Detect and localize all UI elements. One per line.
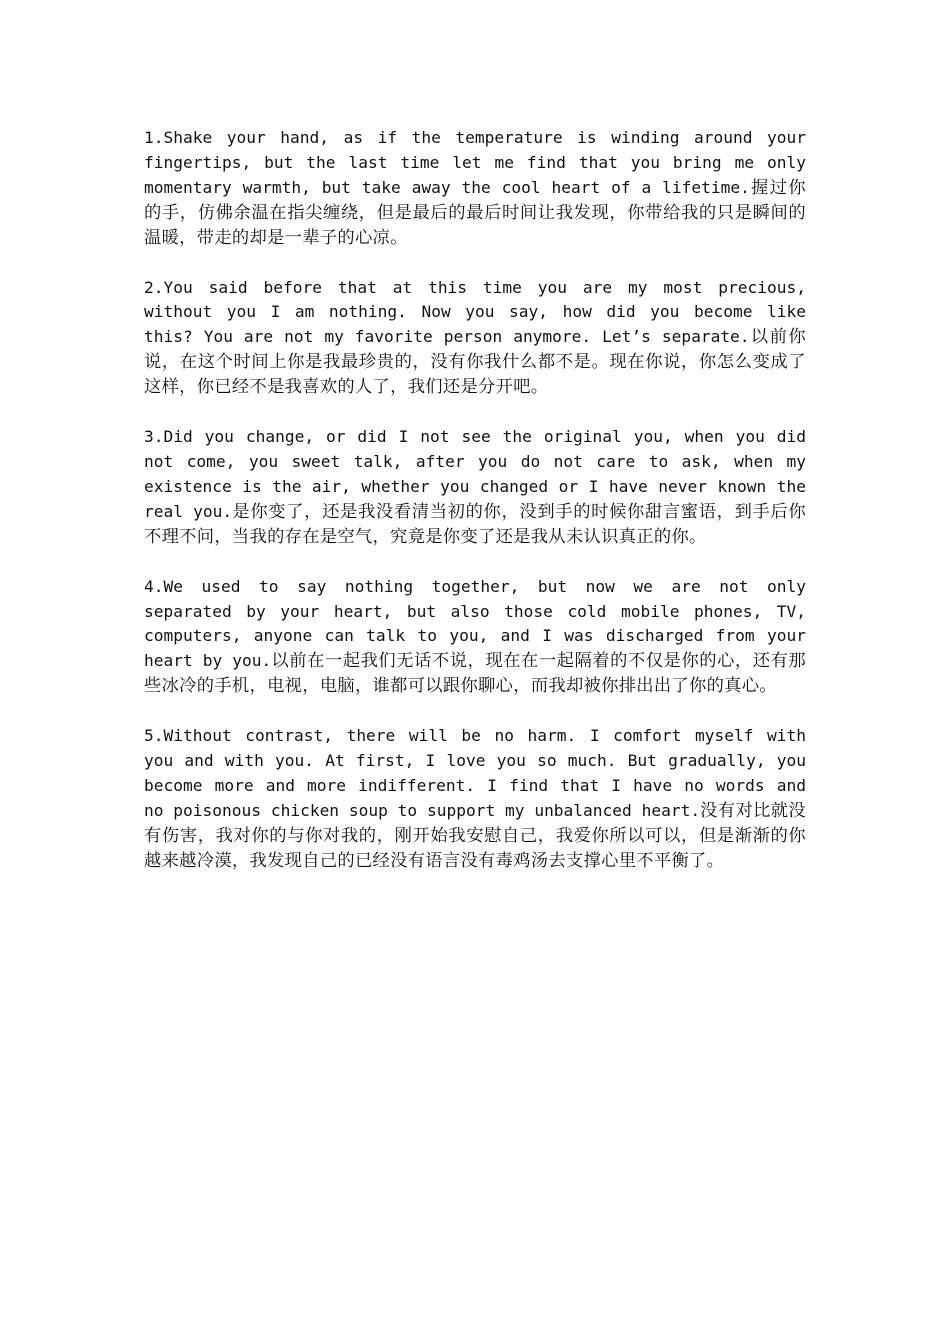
paragraph-3: [144, 425, 806, 550]
paragraph-1: [144, 126, 806, 251]
paragraph-4-chinese: 以前在一起我们无话不说，现在在一起隔着的不仅是你的心，还有那些冰冷的手机，电视，电脑，谁都可以跟你聊心，而我却被你排出出了你的真心。: [144, 651, 806, 697]
paragraph-5-english: 5.Without contrast, there will be no harm. I comfort myself with you and with you. At first, I love you so much. But gradually, you become more and more indifferent. I find that I have no words and no poisonous chicken soup to support my unbalanced heart.: [144, 726, 806, 820]
paragraph-3-english: 3.Did you change, or did I not see the original you, when you did not come, you sweet talk, after you do not care to ask, when my existence is the air, whether you changed or I have never known the real you.: [144, 427, 806, 521]
paragraph-3-chinese: 是你变了，还是我没看清当初的你，没到手的时候你甜言蜜语，到手后你不理不问，当我的存在是空气，究竟是你变了还是我从未认识真正的你。: [144, 501, 806, 547]
paragraph-5: [144, 724, 806, 873]
paragraph-4: [144, 575, 806, 700]
paragraph-2-english: 2.You said before that at this time you are my most precious, without you I am nothing. Now you say, how did you become like this? You are not my favorite person anymore. Let’s separate.: [144, 277, 806, 347]
paragraph-4-english: 4.We used to say nothing together, but now we are not only separated by your heart, but also those cold mobile phones, TV, computers, anyone can talk to you, and I was discharged from your heart by you.: [144, 576, 806, 671]
paragraph-2: [144, 276, 806, 401]
paragraph-1-english: 1.Shake your hand, as if the temperature is winding around your fingertips, but the last time let me find that you bring me only momentary warmth, but take away the cool heart of a lifetime.: [144, 128, 806, 197]
paragraph-1-chinese: 握过你的手，仿佛余温在指尖缠绕，但是最后的最后时间让我发现，你带给我的只是瞬间的温暖，带走的却是一辈子的心凉。: [144, 177, 806, 248]
document-page: [144, 126, 806, 899]
paragraph-5-chinese: 没有对比就没有伤害，我对你的与你对我的，刚开始我安慰自己，我爱你所以可以，但是渐渐的你越来越冷漠，我发现自己的已经没有语言没有毒鸡汤去支撑心里不平衡了。: [144, 800, 806, 871]
paragraph-2-chinese: 以前你说，在这个时间上你是我最珍贵的，没有你我什么都不是。现在你说，你怎么变成了这样，你已经不是我喜欢的人了，我们还是分开吧。: [144, 327, 806, 398]
